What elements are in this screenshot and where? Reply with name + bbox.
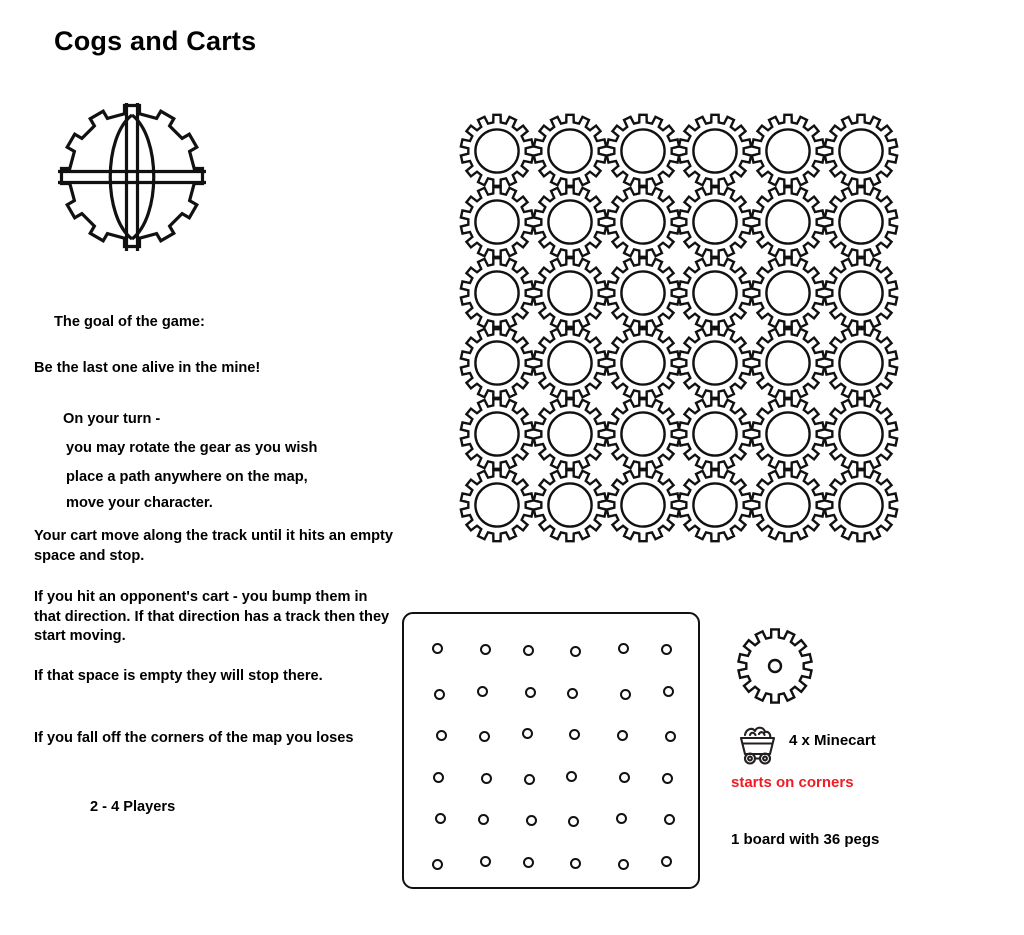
peg-hole-r2-c4[interactable] bbox=[567, 688, 578, 699]
grid-gear-r3-c4[interactable] bbox=[675, 253, 755, 333]
board-peg-note: 1 board with 36 pegs bbox=[731, 831, 880, 848]
grid-gear-r6-c5[interactable] bbox=[748, 465, 828, 545]
cog-icon bbox=[735, 626, 815, 706]
peg-hole-r5-c6[interactable] bbox=[664, 814, 675, 825]
peg-hole-r3-c6[interactable] bbox=[665, 731, 676, 742]
grid-gear-r5-c6[interactable] bbox=[821, 394, 901, 474]
peg-hole-r3-c2[interactable] bbox=[479, 731, 490, 742]
grid-gear-r1-c5[interactable] bbox=[748, 111, 828, 191]
grid-gear-r3-c3[interactable] bbox=[603, 253, 683, 333]
grid-gear-r4-c4[interactable] bbox=[675, 323, 755, 403]
peg-hole-r1-c1[interactable] bbox=[432, 643, 443, 654]
peg-hole-r3-c1[interactable] bbox=[436, 730, 447, 741]
grid-gear-r5-c4[interactable] bbox=[675, 394, 755, 474]
turn-step-2: place a path anywhere on the map, bbox=[66, 469, 308, 485]
rule-paragraph-empty-space: If that space is empty they will stop there. bbox=[34, 668, 323, 684]
grid-gear-r2-c3[interactable] bbox=[603, 182, 683, 262]
peg-hole-r3-c5[interactable] bbox=[617, 730, 628, 741]
peg-hole-r2-c3[interactable] bbox=[525, 687, 536, 698]
peg-hole-r1-c3[interactable] bbox=[523, 645, 534, 656]
peg-hole-r4-c2[interactable] bbox=[481, 773, 492, 784]
peg-hole-r5-c3[interactable] bbox=[526, 815, 537, 826]
minecart-icon bbox=[731, 722, 783, 766]
grid-gear-r6-c2[interactable] bbox=[530, 465, 610, 545]
grid-gear-r5-c2[interactable] bbox=[530, 394, 610, 474]
peg-hole-r2-c5[interactable] bbox=[620, 689, 631, 700]
peg-hole-r5-c4[interactable] bbox=[568, 816, 579, 827]
peg-hole-r2-c2[interactable] bbox=[477, 686, 488, 697]
peg-hole-r6-c1[interactable] bbox=[432, 859, 443, 870]
grid-gear-r1-c6[interactable] bbox=[821, 111, 901, 191]
grid-gear-r2-c4[interactable] bbox=[675, 182, 755, 262]
grid-gear-r4-c1[interactable] bbox=[457, 323, 537, 403]
peg-hole-r1-c2[interactable] bbox=[480, 644, 491, 655]
gear-grid bbox=[457, 111, 901, 545]
grid-gear-r4-c3[interactable] bbox=[603, 323, 683, 403]
peg-hole-r6-c2[interactable] bbox=[480, 856, 491, 867]
turn-step-1: you may rotate the gear as you wish bbox=[66, 440, 318, 456]
grid-gear-r1-c3[interactable] bbox=[603, 111, 683, 191]
peg-hole-r3-c3[interactable] bbox=[522, 728, 533, 739]
turn-heading: On your turn - bbox=[63, 411, 161, 427]
grid-gear-r3-c2[interactable] bbox=[530, 253, 610, 333]
peg-hole-r5-c1[interactable] bbox=[435, 813, 446, 824]
peg-hole-r6-c3[interactable] bbox=[523, 857, 534, 868]
player-count: 2 - 4 Players bbox=[90, 799, 176, 815]
peg-hole-r4-c1[interactable] bbox=[433, 772, 444, 783]
grid-gear-r2-c2[interactable] bbox=[530, 182, 610, 262]
grid-gear-r6-c3[interactable] bbox=[603, 465, 683, 545]
starts-on-corners-note: starts on corners bbox=[731, 774, 854, 791]
peg-hole-r6-c5[interactable] bbox=[618, 859, 629, 870]
peg-hole-r4-c6[interactable] bbox=[662, 773, 673, 784]
grid-gear-r3-c5[interactable] bbox=[748, 253, 828, 333]
grid-gear-r1-c4[interactable] bbox=[675, 111, 755, 191]
goal-heading: The goal of the game: bbox=[54, 314, 205, 330]
peg-hole-r4-c5[interactable] bbox=[619, 772, 630, 783]
peg-hole-r1-c4[interactable] bbox=[570, 646, 581, 657]
peg-hole-r6-c6[interactable] bbox=[661, 856, 672, 867]
peg-hole-r6-c4[interactable] bbox=[570, 858, 581, 869]
peg-hole-r4-c4[interactable] bbox=[566, 771, 577, 782]
goal-text: Be the last one alive in the mine! bbox=[34, 360, 261, 376]
grid-gear-r4-c2[interactable] bbox=[530, 323, 610, 403]
grid-gear-r2-c5[interactable] bbox=[748, 182, 828, 262]
grid-gear-r3-c1[interactable] bbox=[457, 253, 537, 333]
grid-gear-r5-c1[interactable] bbox=[457, 394, 537, 474]
grid-gear-r5-c3[interactable] bbox=[603, 394, 683, 474]
peg-hole-r5-c2[interactable] bbox=[478, 814, 489, 825]
minecart-label: 4 x Minecart bbox=[789, 732, 876, 749]
grid-gear-r6-c6[interactable] bbox=[821, 465, 901, 545]
grid-gear-r2-c6[interactable] bbox=[821, 182, 901, 262]
rule-paragraph-falling-off: If you fall off the corners of the map you loses bbox=[34, 730, 354, 746]
rule-paragraph-cart-movement: Your cart move along the track until it hits an empty space and stop. bbox=[34, 528, 393, 564]
turn-step-3: move your character. bbox=[66, 495, 213, 511]
grid-gear-r1-c2[interactable] bbox=[530, 111, 610, 191]
peg-hole-r2-c1[interactable] bbox=[434, 689, 445, 700]
peg-hole-r3-c4[interactable] bbox=[569, 729, 580, 740]
grid-gear-r4-c6[interactable] bbox=[821, 323, 901, 403]
peg-hole-r4-c3[interactable] bbox=[524, 774, 535, 785]
grid-gear-r1-c1[interactable] bbox=[457, 111, 537, 191]
grid-gear-r6-c1[interactable] bbox=[457, 465, 537, 545]
peg-hole-r2-c6[interactable] bbox=[663, 686, 674, 697]
main-cog-illustration bbox=[52, 97, 212, 257]
grid-gear-r6-c4[interactable] bbox=[675, 465, 755, 545]
grid-gear-r2-c1[interactable] bbox=[457, 182, 537, 262]
grid-gear-r3-c6[interactable] bbox=[821, 253, 901, 333]
peg-hole-r1-c5[interactable] bbox=[618, 643, 629, 654]
rule-paragraph-bumping: If you hit an opponent's cart - you bump them in that direction. If that direction has a track then they start moving. bbox=[34, 589, 390, 645]
peg-hole-r5-c5[interactable] bbox=[616, 813, 627, 824]
peg-hole-r1-c6[interactable] bbox=[661, 644, 672, 655]
page-title: Cogs and Carts bbox=[54, 26, 257, 56]
peg-board[interactable] bbox=[402, 612, 700, 889]
grid-gear-r4-c5[interactable] bbox=[748, 323, 828, 403]
grid-gear-r5-c5[interactable] bbox=[748, 394, 828, 474]
